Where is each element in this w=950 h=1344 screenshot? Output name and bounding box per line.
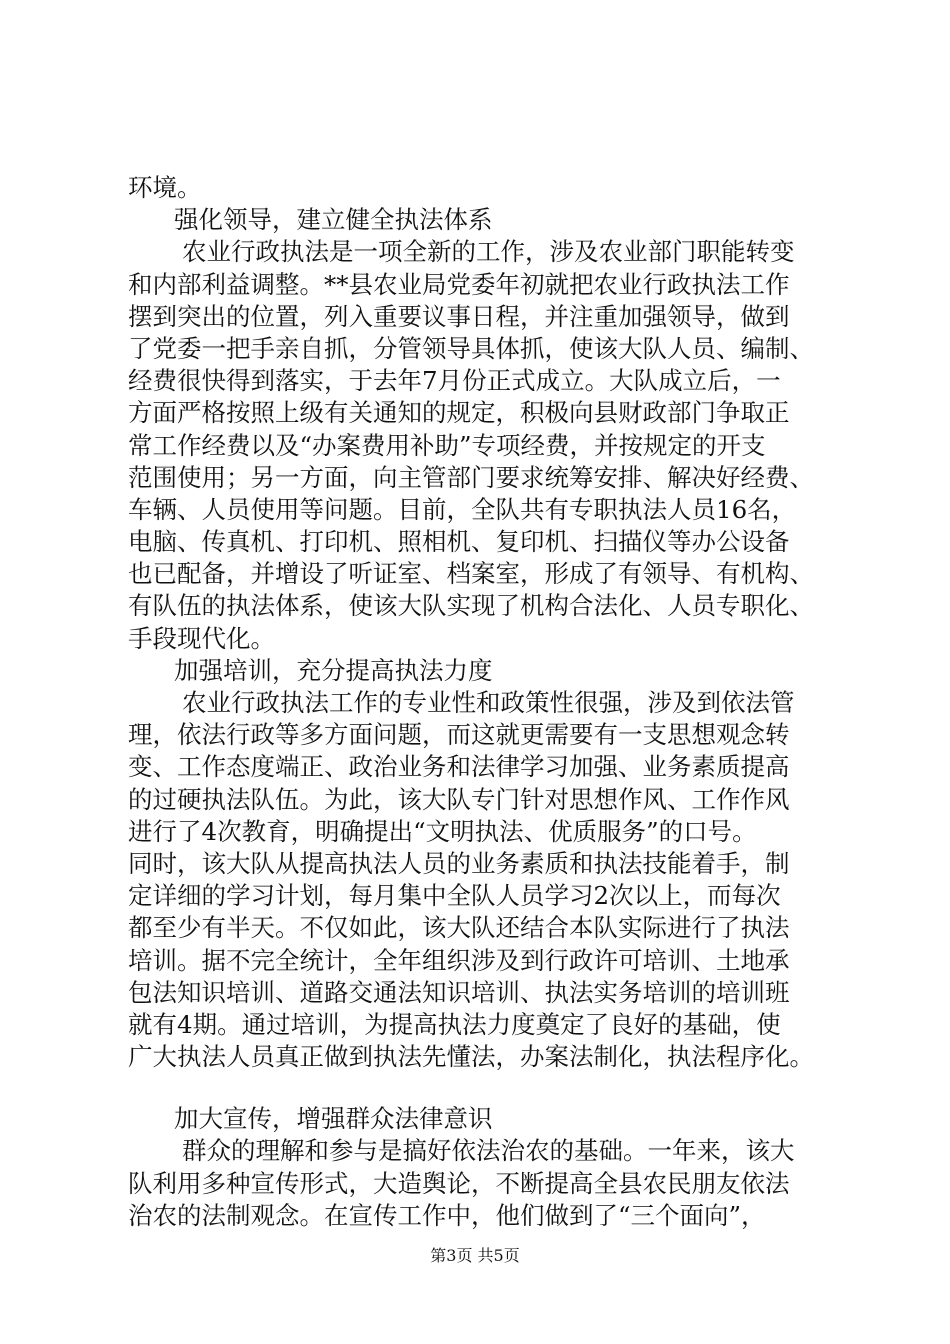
text-line: 变、工作态度端正、政治业务和法律学习加强、业务素质提高 (128, 752, 790, 782)
text-line: 培训。据不完全统计，全年组织涉及到行政许可培训、土地承 (128, 945, 790, 975)
text-line: 环境。 (128, 173, 202, 202)
text-line: 车辆、人员使用等问题。目前，全队共有专职执法人员16名， (128, 494, 797, 524)
text-line: 治农的法制观念。在宣传工作中，他们做到了“三个面向”， (128, 1200, 766, 1230)
page-number: 第3页 共5页 (430, 1246, 520, 1265)
paragraph-gap (128, 1073, 854, 1103)
text-line: 手段现代化。 (128, 623, 275, 653)
text-line: 电脑、传真机、打印机、照相机、复印机、扫描仪等办公设备 (128, 527, 790, 557)
text-line: 广大执法人员真正做到执法先懂法，办案法制化，执法程序化。 (128, 1042, 814, 1072)
section-heading: 加强培训，充分提高执法力度 (174, 655, 493, 685)
text-line: 就有4期。通过培训，为提高执法力度奠定了良好的基础，使 (128, 1009, 781, 1039)
text-line: 农业行政执法工作的专业性和政策性很强，涉及到依法管 (182, 688, 795, 717)
document-body (128, 172, 854, 1232)
text-line: 都至少有半天。不仅如此，该大队还结合本队实际进行了执法 (128, 913, 790, 943)
text-line: 了党委一把手亲自抓，分管领导具体抓，使该大队人员、编制、 (128, 333, 814, 363)
text-line: 和内部利益调整。**县农业局党委年初就把农业行政执法工作 (128, 269, 790, 299)
text-line: 有队伍的执法体系，使该大队实现了机构合法化、人员专职化、 (128, 591, 814, 621)
text-line: 队利用多种宣传形式，大造舆论，不断提高全县农民朋友依法 (128, 1168, 790, 1198)
text-line: 进行了4次教育，明确提出“文明执法、优质服务”的口号。 (128, 816, 757, 846)
text-line: 常工作经费以及“办案费用补助”专项经费，并按规定的开支 (128, 430, 766, 460)
section-heading: 强化领导，建立健全执法体系 (174, 205, 493, 235)
text-line: 摆到突出的位置，列入重要议事日程，并注重加强领导，做到 (128, 301, 790, 331)
text-line: 包法知识培训、道路交通法知识培训、执法实务培训的培训班 (128, 977, 790, 1007)
text-line: 经费很快得到落实，于去年7月份正式成立。大队成立后，一 (128, 366, 781, 396)
text-line: 同时，该大队从提高执法人员的业务素质和执法技能着手，制 (128, 848, 790, 878)
text-line: 的过硬执法队伍。为此，该大队专门针对思想作风、工作作风 (128, 784, 790, 814)
text-line: 也已配备，并增设了听证室、档案室，形成了有领导、有机构、 (128, 559, 814, 589)
text-line: 定详细的学习计划，每月集中全队人员学习2次以上，而每次 (128, 881, 781, 911)
text-line: 群众的理解和参与是搞好依法治农的基础。一年来，该大 (182, 1136, 795, 1166)
text-line: 理，依法行政等多方面问题，而这就更需要有一支思想观念转 (128, 720, 790, 750)
text-line: 方面严格按照上级有关通知的规定，积极向县财政部门争取正 (128, 398, 790, 428)
text-line: 农业行政执法是一项全新的工作，涉及农业部门职能转变 (182, 237, 795, 267)
text-line: 范围使用；另一方面，向主管部门要求统筹安排、解决好经费、 (128, 462, 814, 492)
section-heading: 加大宣传，增强群众法律意识 (174, 1104, 493, 1134)
